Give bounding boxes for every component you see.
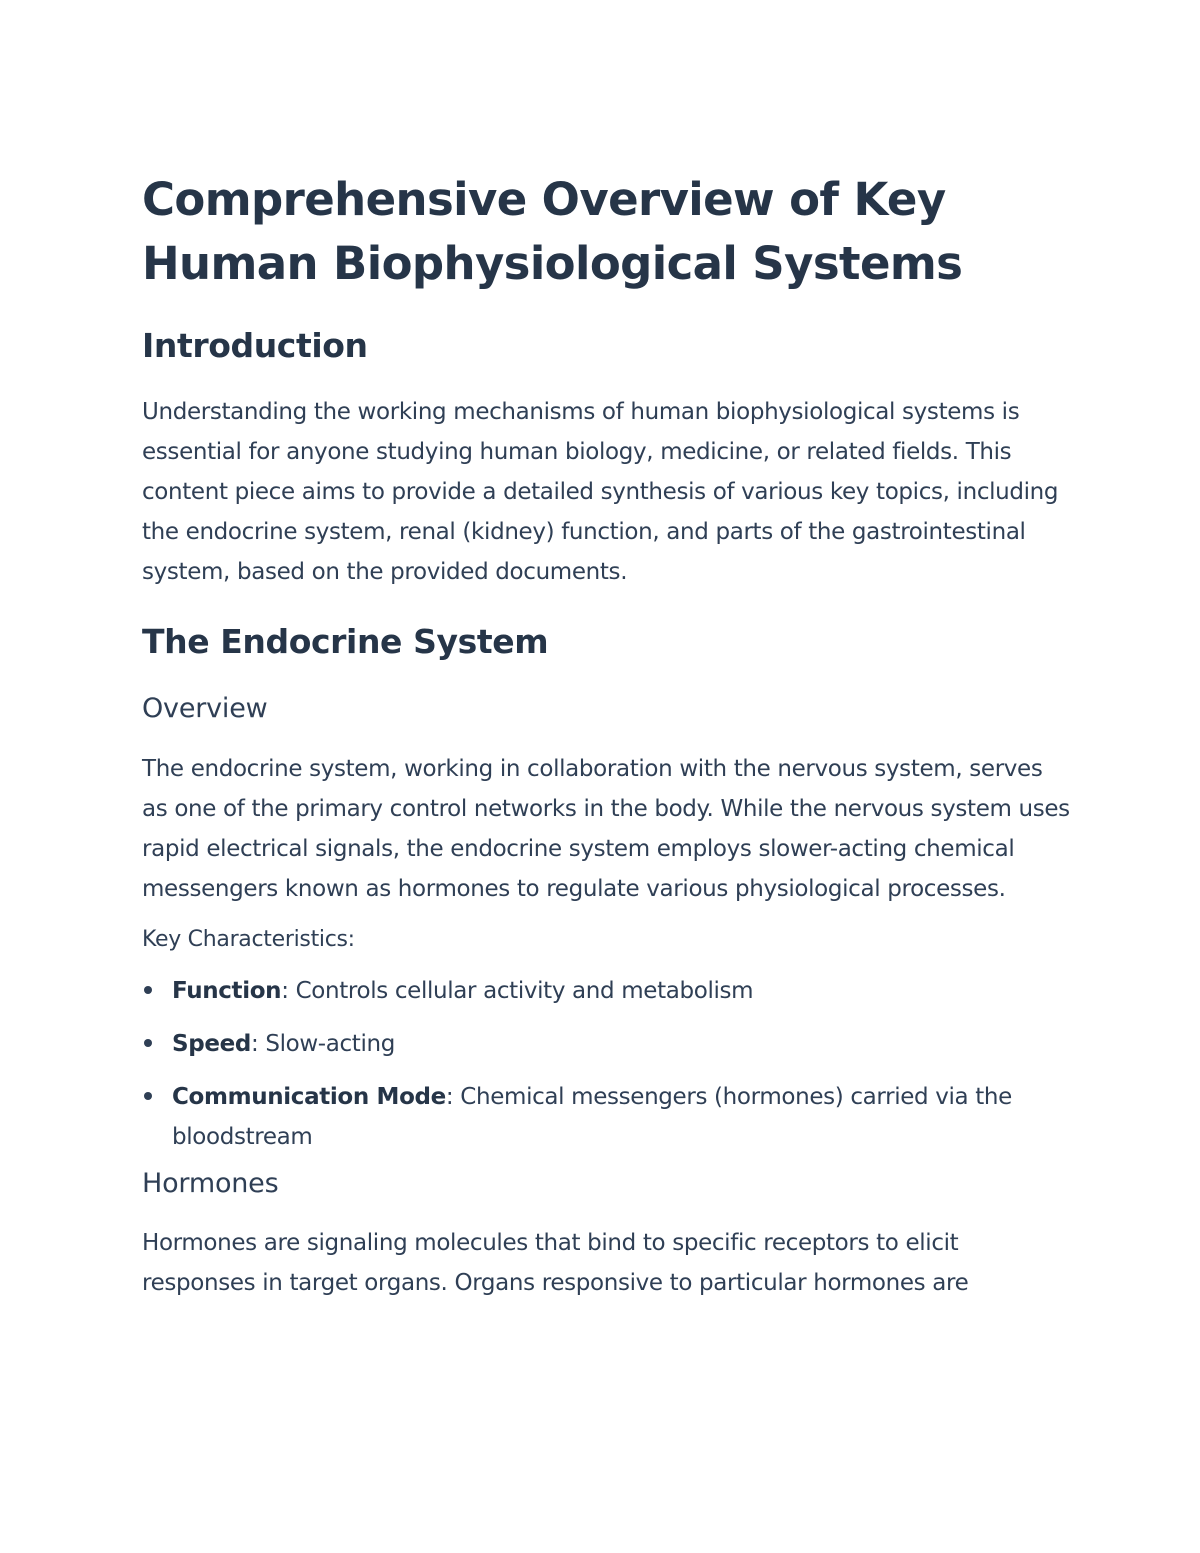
list-item [142,1024,1072,1064]
document-title: Comprehensive Overview of Key Human Biophysiological Systems [142,173,963,290]
list-item-term: Function [172,978,282,1004]
section-heading-introduction: Introduction [142,326,368,365]
list-item-separator: : [445,1084,454,1110]
key-characteristics-label: Key Characteristics: [142,927,355,952]
hormones-paragraph: Hormones are signaling molecules that bind to specific receptors to elicit responses in target organs. Organs responsive to particular hormones are [142,1230,969,1296]
bullet-icon [144,986,152,994]
list-item-text: Chemical messengers (hormones) carried via the bloodstream [172,1084,1012,1150]
overview-paragraph: The endocrine system, working in collaboration with the nervous system, serves as one of the primary control networks in the body. While the nervous system uses rapid electrical signals, the endocrine system employs slower-acting chemical messengers known as hormones to regulate various physiological processes. [142,756,1070,902]
section-heading-endocrine: The Endocrine System [142,622,549,661]
subheading-hormones: Hormones [142,1168,279,1199]
list-item-separator: : [250,1031,259,1057]
bullet-icon [144,1092,152,1100]
introduction-paragraph: Understanding the working mechanisms of human biophysiological systems is essential for anyone studying human biology, medicine, or related fields. This content piece aims to provide a detailed synthesis of various key topics, including the endocrine system, renal (kidney) function, and parts of the gastrointestinal system, based on the provided documents. [142,399,1059,585]
list-item-term: Speed [172,1031,251,1057]
list-item [142,1077,1072,1157]
list-item-term: Communication Mode [172,1084,446,1110]
subheading-overview: Overview [142,693,268,724]
list-item-text: Controls cellular activity and metabolism [288,978,754,1004]
list-item [142,971,1072,1011]
list-item-separator: : [281,978,289,1004]
list-item-text: Slow-acting [258,1031,395,1057]
bullet-icon [144,1039,152,1047]
characteristics-list [142,971,1072,1157]
document-page [142,168,1072,1303]
